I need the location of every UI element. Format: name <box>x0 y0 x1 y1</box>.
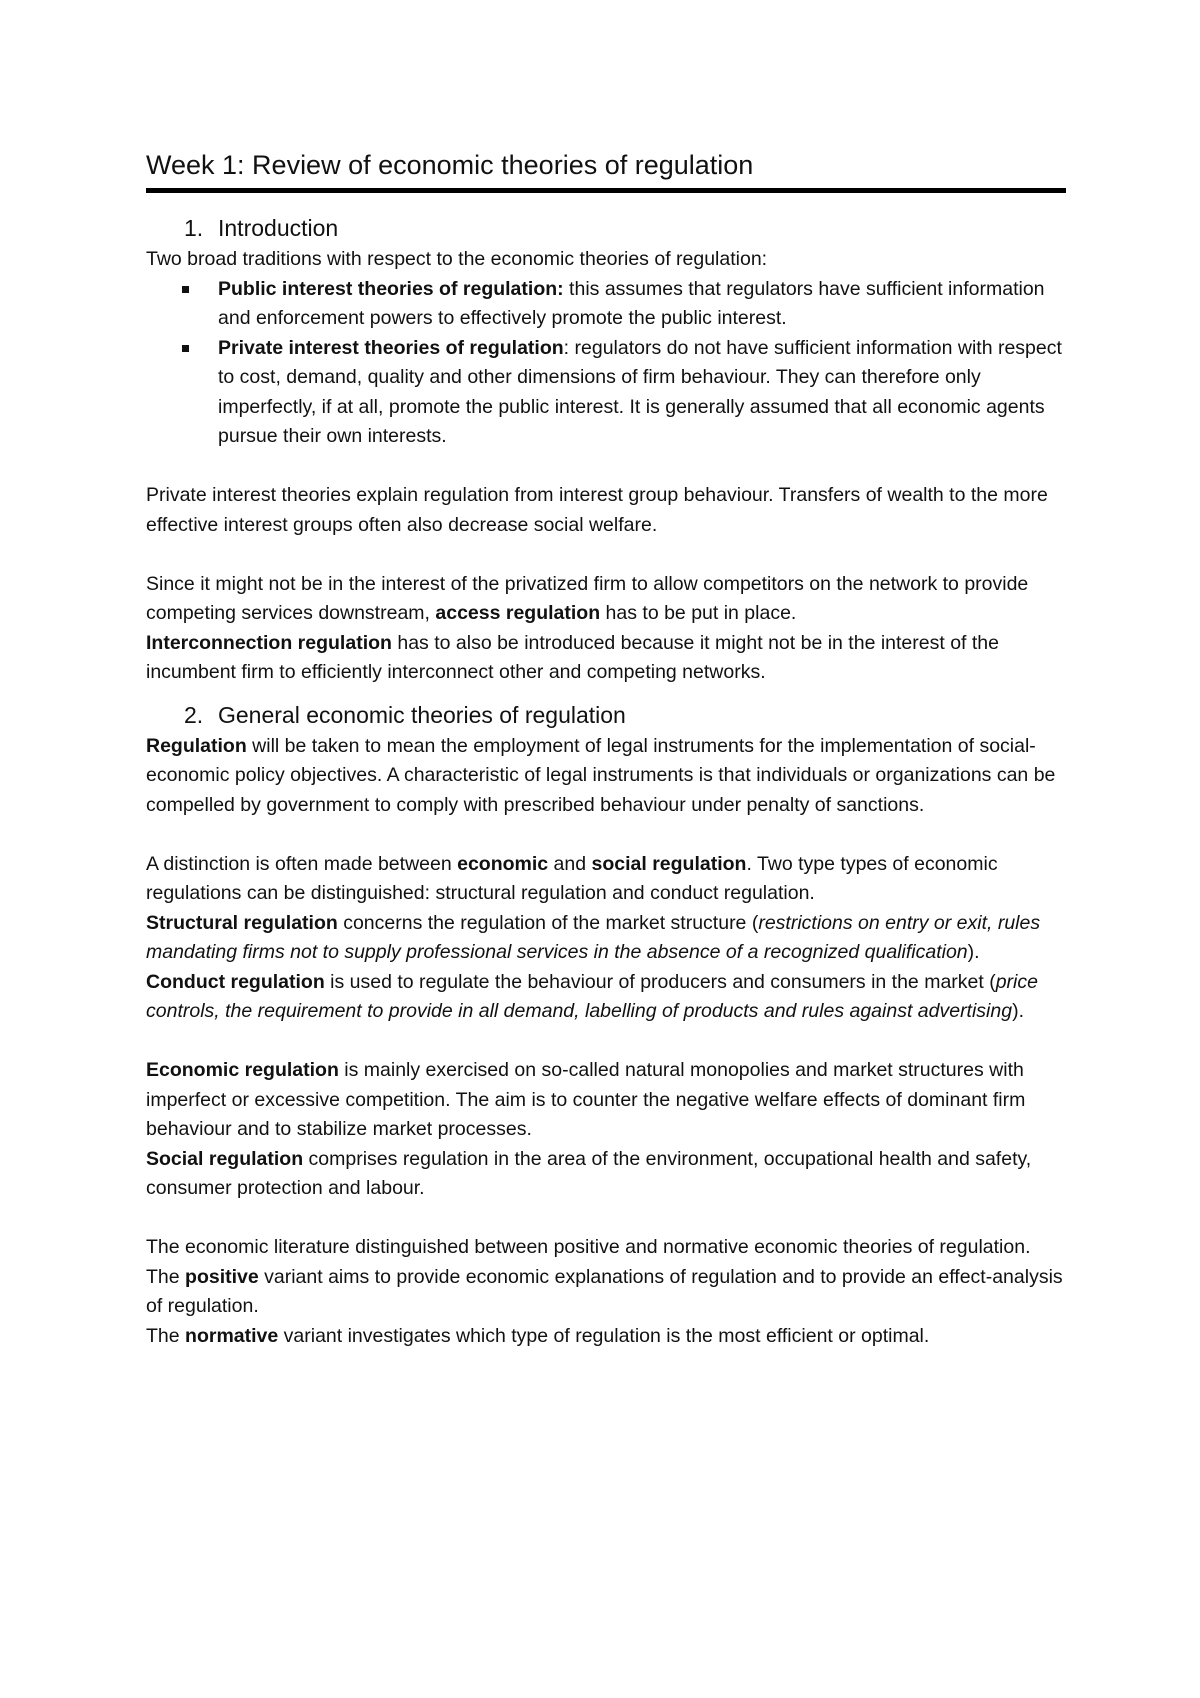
list-item-text: this assumes that regulators have sufficient information and enforcement powers to effectively promote the public interest. <box>218 277 1045 329</box>
paragraph-text: is used to regulate the behaviour of producers and consumers in the market ( <box>324 970 996 993</box>
paragraph-text: will be taken to mean the employment of legal instruments for the implementation of social-economic policy objectives. A characteristic of legal instruments is that individuals or organizations can be compelled by government to comply with prescribed behaviour under penalty of sanctions. <box>146 734 1056 816</box>
paragraph-spacer <box>146 1027 1066 1057</box>
social-regulation-paragraph <box>146 1145 1066 1204</box>
paragraph-spacer <box>146 1204 1066 1234</box>
conduct-regulation-paragraph <box>146 968 1066 1027</box>
bold-term: economic <box>457 852 549 875</box>
paragraph-text: . Two type types of economic regulations can be distinguished: structural regulation and conduct regulation. <box>146 852 998 904</box>
italic-examples: price controls, the requirement to provide in all demand, labelling of products and rules against advertising <box>146 970 1038 1022</box>
section-heading-general-theories <box>146 698 1066 732</box>
paragraph-text: Since it might not be in the interest of the privatized firm to allow competitors on the network to provide competing services downstream, <box>146 572 1029 624</box>
bold-term: Social regulation <box>146 1147 304 1170</box>
bold-term: Interconnection regulation <box>146 631 392 654</box>
bold-term: normative <box>185 1324 279 1347</box>
bold-term: access regulation <box>435 602 601 624</box>
paragraph-text: comprises regulation in the area of the environment, occupational health and safety, consumer protection and labour. <box>146 1147 1032 1199</box>
paragraph-text: concerns the regulation of the market structure ( <box>337 911 759 934</box>
paragraph-text: ). <box>967 941 980 963</box>
theories-list <box>146 275 1066 452</box>
italic-examples: restrictions on entry or exit, rules mandating firms not to supply professional services in the absence of a recognized qualification <box>146 911 1041 963</box>
section-heading-introduction <box>146 211 1066 245</box>
bold-term: Structural regulation <box>146 911 338 934</box>
regulation-definition-paragraph <box>146 732 1066 821</box>
paragraph-text: has to also be introduced because it might not be in the interest of the incumbent firm to efficiently interconnect other and competing networks. <box>146 631 999 683</box>
paragraph-spacer <box>146 540 1066 570</box>
distinction-paragraph <box>146 850 1066 909</box>
economic-regulation-paragraph <box>146 1056 1066 1145</box>
access-regulation-paragraph <box>146 570 1066 629</box>
paragraph-spacer <box>146 452 1066 482</box>
paragraph-text: The economic literature distinguished between positive and normative economic theories of regulation. The <box>146 1236 1031 1288</box>
paragraph-text: The <box>146 1324 186 1347</box>
document-title: Week 1: Review of economic theories of regulation <box>146 146 1066 193</box>
paragraph-text: A distinction is often made between <box>146 852 458 875</box>
bold-term: Regulation <box>146 734 247 757</box>
list-item-text: : regulators do not have sufficient information with respect to cost, demand, quality and other dimensions of firm behaviour. They can therefore only imperfectly, if at all, promote the public interest. It is generally assumed that all economic agents pursue their own interests. <box>218 336 1062 447</box>
paragraph-text: variant investigates which type of regulation is the most efficient or optimal. <box>278 1324 930 1347</box>
section-number: 1. <box>184 215 204 241</box>
bold-term: social regulation <box>591 852 747 875</box>
document-page <box>146 146 1066 1351</box>
section-number: 2. <box>184 701 204 728</box>
bold-term: Economic regulation <box>146 1059 339 1081</box>
interconnection-paragraph <box>146 629 1066 688</box>
normative-paragraph <box>146 1322 1066 1352</box>
square-bullet-icon <box>182 286 189 293</box>
bold-term: Conduct regulation <box>146 970 325 993</box>
list-item-term: Public interest theories of regulation: <box>218 277 564 300</box>
literature-paragraph <box>146 1233 1066 1322</box>
paragraph-spacer <box>146 820 1066 850</box>
section-title: General economic theories of regulation <box>218 701 626 728</box>
intro-paragraph: Two broad traditions with respect to the economic theories of regulation: <box>146 248 768 270</box>
list-item-term: Private interest theories of regulation <box>218 336 564 359</box>
private-interest-paragraph: Private interest theories explain regulation from interest group behaviour. Transfers of wealth to the more effective interest groups often also decrease social welfare. <box>146 484 1048 536</box>
list-item <box>218 275 1066 334</box>
paragraph-text: has to be put in place. <box>600 602 797 624</box>
paragraph-text: variant aims to provide economic explanations of regulation and to provide an effect-analysis of regulation. <box>146 1265 1063 1317</box>
square-bullet-icon <box>182 345 189 352</box>
paragraph-text: is mainly exercised on so-called natural monopolies and market structures with imperfect or excessive competition. The aim is to counter the negative welfare effects of dominant firm behaviour and to stabilize market processes. <box>146 1059 1026 1140</box>
section-title: Introduction <box>218 215 339 241</box>
bold-term: positive <box>185 1265 259 1288</box>
structural-regulation-paragraph <box>146 909 1066 968</box>
paragraph-text: and <box>548 852 592 875</box>
list-item <box>218 334 1066 452</box>
paragraph-text: ). <box>1012 1000 1025 1022</box>
